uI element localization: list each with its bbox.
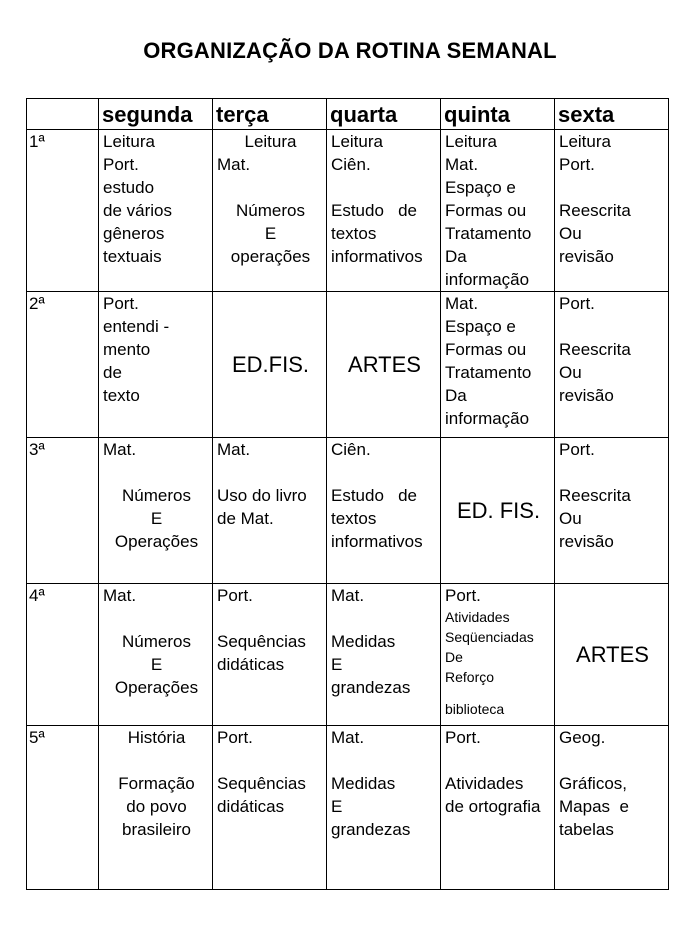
day-header-sexta: sexta xyxy=(555,99,669,130)
cell-sexta xyxy=(555,584,669,726)
cell-sexta xyxy=(555,726,669,890)
cell-line: De xyxy=(445,649,463,665)
cell-line: Espaço e xyxy=(445,317,516,336)
cell-line: Mat. xyxy=(331,586,365,605)
row-label: 2ª xyxy=(27,292,99,438)
cell-line: Uso do livro xyxy=(217,486,307,505)
cell-line: Mat. xyxy=(217,155,251,174)
cell-line: Atividades xyxy=(445,609,510,625)
cell-segunda xyxy=(99,130,213,292)
table-row xyxy=(27,130,669,292)
cell-line: estudo xyxy=(103,178,155,197)
cell-terca xyxy=(213,584,327,726)
cell-line: E xyxy=(150,655,163,674)
cell-line: Estudo de xyxy=(331,201,418,220)
cell-line: Mat. xyxy=(331,728,365,747)
cell-line: Mat. xyxy=(217,440,251,459)
cell-line: Operações xyxy=(114,532,199,551)
cell-quarta xyxy=(327,584,441,726)
cell-line: Formas ou xyxy=(445,201,527,220)
cell-line: brasileiro xyxy=(122,820,191,839)
schedule-table xyxy=(26,98,669,890)
cell-line: Leitura xyxy=(103,132,155,151)
cell-segunda xyxy=(99,726,213,890)
cell-line: textos xyxy=(331,224,377,243)
cell-line: grandezas xyxy=(331,820,411,839)
cell-quinta xyxy=(441,438,555,584)
cell-line: mento xyxy=(103,340,151,359)
cell-line: Sequências xyxy=(217,632,306,651)
cell-line: Mapas e xyxy=(559,797,629,816)
cell-line: Da xyxy=(445,386,467,405)
cell-line: Port. xyxy=(217,586,253,605)
corner-cell xyxy=(27,99,99,130)
cell-line: texto xyxy=(103,386,140,405)
cell-line: Números xyxy=(236,201,305,220)
cell-line: Geog. xyxy=(559,728,606,747)
table-row xyxy=(27,438,669,584)
cell-line: Medidas xyxy=(331,774,396,793)
cell-line: Reescrita xyxy=(559,486,631,505)
cell-line: informativos xyxy=(331,532,423,551)
cell-line: E xyxy=(331,797,343,816)
cell-line: informativos xyxy=(331,247,423,266)
cell-text: ARTES xyxy=(576,642,649,667)
cell-line: Mat. xyxy=(445,155,479,174)
cell-quarta xyxy=(327,130,441,292)
cell-line: Formação xyxy=(118,774,195,793)
cell-quarta xyxy=(327,438,441,584)
cell-text: ED.FIS. xyxy=(231,352,309,377)
cell-line: didáticas xyxy=(217,797,285,816)
cell-line: Números xyxy=(122,632,191,651)
cell-sexta xyxy=(555,438,669,584)
cell-line: informação xyxy=(445,409,530,428)
cell-line: Leitura xyxy=(244,132,297,151)
day-header-quarta: quarta xyxy=(327,99,441,130)
cell-segunda xyxy=(99,584,213,726)
cell-line: gêneros xyxy=(103,224,165,243)
row-label: 5ª xyxy=(27,726,99,890)
cell-line: Ciên. xyxy=(331,440,371,459)
table-row xyxy=(27,584,669,726)
cell-line: Mat. xyxy=(445,294,479,313)
cell-line: Números xyxy=(122,486,191,505)
cell-line: Sequências xyxy=(217,774,306,793)
cell-line: Ciên. xyxy=(331,155,371,174)
cell-line: de xyxy=(103,363,122,382)
row-label: 3ª xyxy=(27,438,99,584)
header-row xyxy=(27,99,669,130)
cell-line: Tratamento xyxy=(445,363,532,382)
page-title: ORGANIZAÇÃO DA ROTINA SEMANAL xyxy=(143,38,557,63)
cell-text: ARTES xyxy=(348,352,421,377)
cell-line: Port. xyxy=(445,586,481,605)
cell-line: Ou xyxy=(559,363,582,382)
cell-line: revisão xyxy=(559,247,614,266)
cell-line: Tratamento xyxy=(445,224,532,243)
cell-terca xyxy=(213,130,327,292)
cell-sexta xyxy=(555,130,669,292)
table-row xyxy=(27,726,669,890)
day-header-terca: terça xyxy=(213,99,327,130)
cell-line: revisão xyxy=(559,532,614,551)
cell-line: informação xyxy=(445,270,530,289)
cell-line: didáticas xyxy=(217,655,285,674)
cell-line: Port. xyxy=(103,294,139,313)
cell-line: revisão xyxy=(559,386,614,405)
cell-terca xyxy=(213,292,327,438)
cell-line: Seqüenciadas xyxy=(445,629,534,645)
cell-line: Leitura xyxy=(331,132,383,151)
cell-terca xyxy=(213,438,327,584)
cell-line: Port. xyxy=(217,728,253,747)
cell-line: Formas ou xyxy=(445,340,527,359)
cell-line: História xyxy=(127,728,186,747)
cell-line: Port. xyxy=(559,155,595,174)
cell-line: Port. xyxy=(103,155,139,174)
cell-line: Leitura xyxy=(559,132,611,151)
cell-line: de ortografia xyxy=(445,797,541,816)
cell-line: Mat. xyxy=(103,440,137,459)
cell-line: biblioteca xyxy=(445,701,505,717)
row-label: 1ª xyxy=(27,130,99,292)
cell-line: Leitura xyxy=(445,132,497,151)
cell-line: entendi - xyxy=(103,317,170,336)
cell-line: textuais xyxy=(103,247,162,266)
cell-line: operações xyxy=(230,247,311,266)
day-header-quinta: quinta xyxy=(441,99,555,130)
cell-line: de Mat. xyxy=(217,509,274,528)
cell-line: Estudo de xyxy=(331,486,418,505)
row-label: 4ª xyxy=(27,584,99,726)
table-row xyxy=(27,292,669,438)
cell-line: tabelas xyxy=(559,820,614,839)
cell-segunda xyxy=(99,438,213,584)
cell-line: Port. xyxy=(559,440,595,459)
cell-line: Ou xyxy=(559,224,582,243)
cell-line: Operações xyxy=(114,678,199,697)
cell-line: Port. xyxy=(559,294,595,313)
cell-sexta xyxy=(555,292,669,438)
cell-line: Espaço e xyxy=(445,178,516,197)
cell-line: E xyxy=(264,224,277,243)
cell-quinta xyxy=(441,130,555,292)
cell-quinta xyxy=(441,292,555,438)
cell-line: Mat. xyxy=(103,586,137,605)
cell-quarta xyxy=(327,292,441,438)
cell-line: Medidas xyxy=(331,632,396,651)
cell-line: Atividades xyxy=(445,774,524,793)
cell-line: Reescrita xyxy=(559,201,631,220)
cell-line: de vários xyxy=(103,201,172,220)
cell-segunda xyxy=(99,292,213,438)
cell-line: Gráficos, xyxy=(559,774,628,793)
cell-line: Reforço xyxy=(445,669,495,685)
cell-text: ED. FIS. xyxy=(456,498,541,523)
cell-line: do povo xyxy=(126,797,187,816)
cell-line: Da xyxy=(445,247,467,266)
cell-line: Ou xyxy=(559,509,582,528)
cell-line: E xyxy=(150,509,163,528)
day-header-segunda: segunda xyxy=(99,99,213,130)
cell-line: textos xyxy=(331,509,377,528)
cell-line: Port. xyxy=(445,728,481,747)
cell-line: grandezas xyxy=(331,678,411,697)
cell-line: Reescrita xyxy=(559,340,631,359)
cell-terca xyxy=(213,726,327,890)
cell-quinta xyxy=(441,726,555,890)
cell-line: E xyxy=(331,655,343,674)
cell-quarta xyxy=(327,726,441,890)
cell-quinta xyxy=(441,584,555,726)
